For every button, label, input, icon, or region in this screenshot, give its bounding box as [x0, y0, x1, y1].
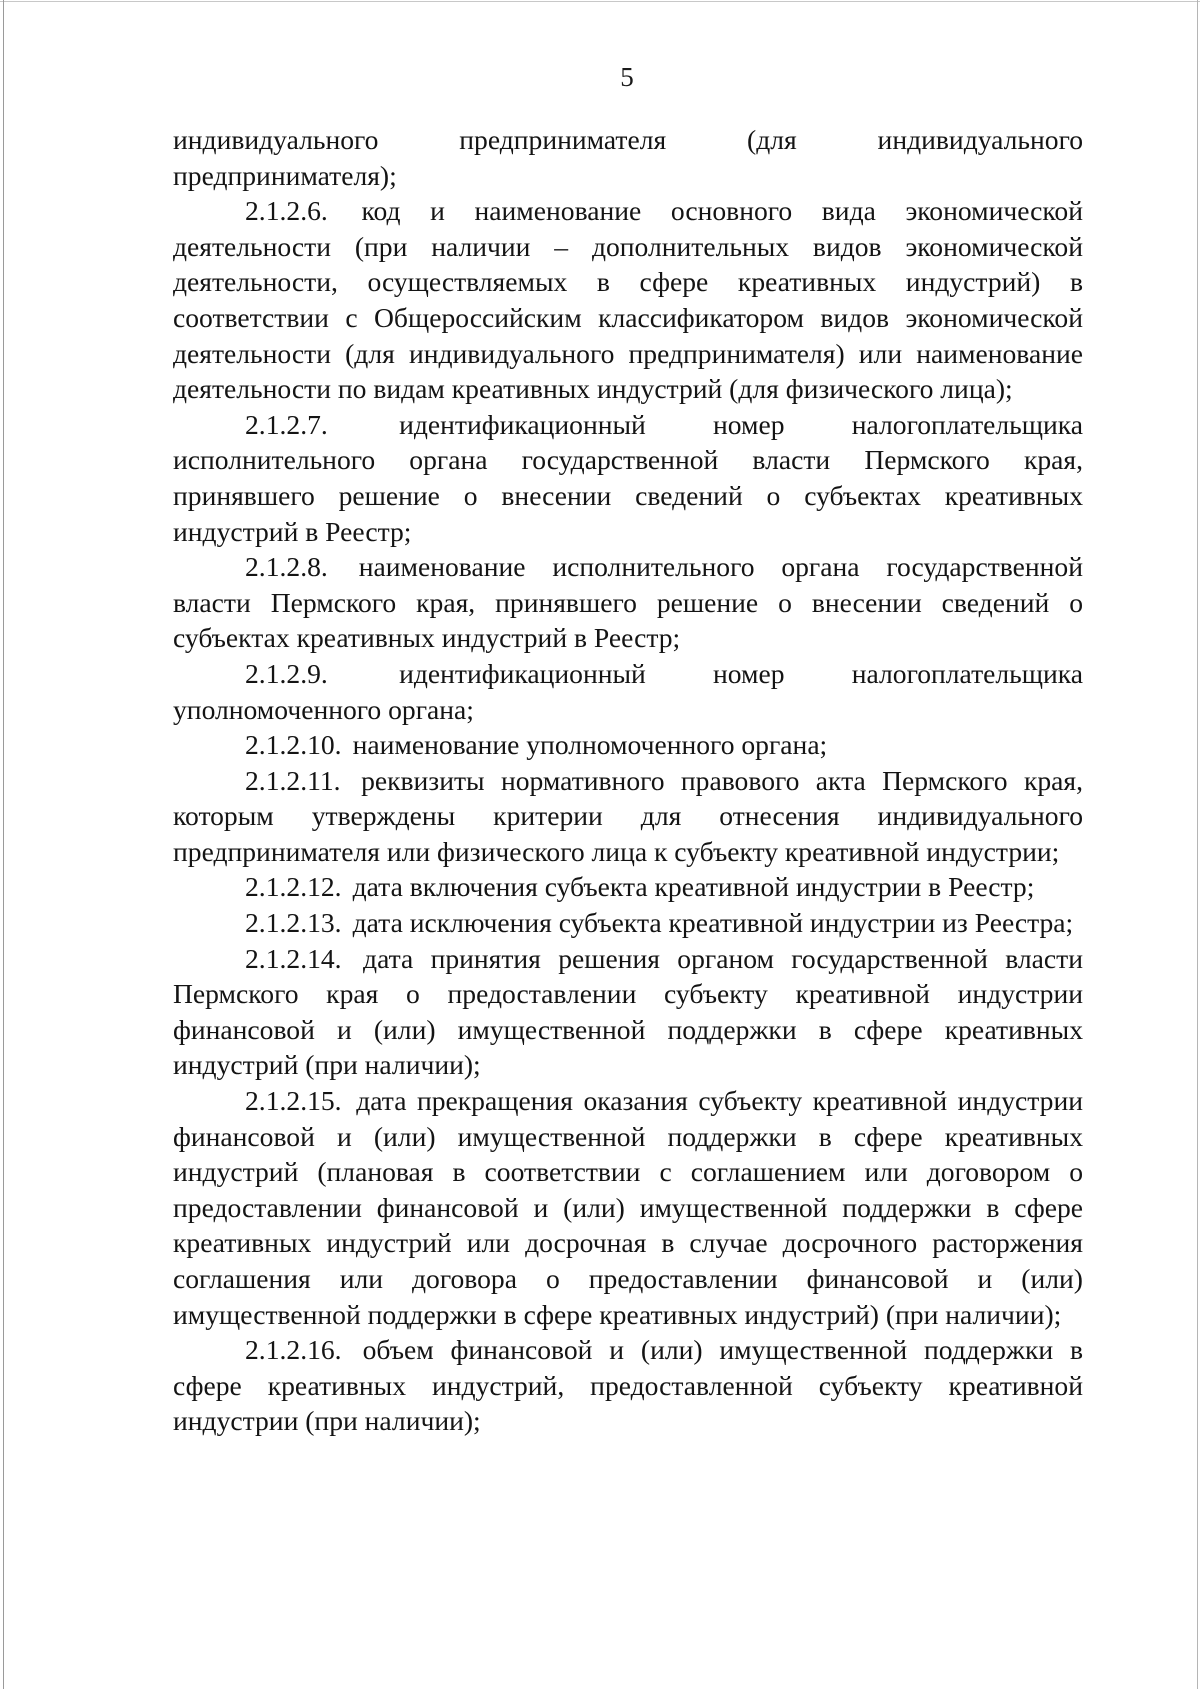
- paragraph-2-1-2-16: [173, 1332, 1083, 1439]
- paragraph-number: 2.1.2.15.: [245, 1085, 342, 1117]
- page-number: 5: [620, 62, 634, 92]
- paragraph-number: 2.1.2.8.: [245, 551, 328, 583]
- paragraph-number: 2.1.2.13.: [245, 907, 342, 939]
- scan-edge-left: [3, 0, 4, 1689]
- paragraph-2-1-2-8: [173, 549, 1083, 656]
- paragraph-2-1-2-11: [173, 763, 1083, 870]
- paragraph-number: 2.1.2.11.: [245, 764, 341, 796]
- scan-edge-top: [0, 1, 1200, 2]
- paragraph-number: 2.1.2.6.: [245, 195, 328, 227]
- paragraph-text: наименование исполнительного органа государственной власти Пермского края, принявшего решение о внесении сведений о субъектах креативных индустрий в Реестр;: [173, 551, 1083, 654]
- paragraph-text: идентификационный номер налогоплательщика исполнительного органа государственной власти Пермского края, принявшего решение о внесении сведений о субъектах креативных индустрий в Реестр;: [173, 408, 1083, 547]
- paragraph-2-1-2-14: [173, 941, 1083, 1083]
- paragraph-text: дата прекращения оказания субъекту креативной индустрии финансовой и (или) имущественной поддержки в сфере креативных индустрий (плановая в соответствии с соглашением или договором о предоставлении финансовой и (или) имущественной поддержки в сфере креативных индустрий или досрочная в случае досрочного расторжения соглашения или договора о предоставлении финансовой и (или) имущественной поддержки в сфере креативных индустрий) (при наличии);: [173, 1085, 1083, 1330]
- paragraph-text: наименование уполномоченного органа;: [352, 729, 828, 761]
- paragraph-2-1-2-9: [173, 656, 1083, 727]
- paragraph-continuation: [173, 122, 1083, 193]
- paragraph-text: дата исключения субъекта креативной индустрии из Реестра;: [352, 907, 1074, 939]
- paragraph-text: объем финансовой и (или) имущественной поддержки в сфере креативных индустрий, предоставленной субъекту креативной индустрии (при наличии);: [173, 1334, 1083, 1437]
- paragraph-text: индивидуального предпринимателя (для индивидуального предпринимателя);: [173, 124, 1083, 191]
- paragraph-2-1-2-7: [173, 407, 1083, 549]
- paragraph-text: дата принятия решения органом государственной власти Пермского края о предоставлении субъекту креативной индустрии финансовой и (или) имущественной поддержки в сфере креативных индустрий (при наличии);: [173, 942, 1083, 1081]
- paragraph-2-1-2-13: [173, 905, 1083, 941]
- paragraph-text: идентификационный номер налогоплательщика уполномоченного органа;: [173, 657, 1083, 725]
- paragraph-2-1-2-12: [173, 869, 1083, 905]
- paragraph-2-1-2-15: [173, 1083, 1083, 1332]
- paragraph-number: 2.1.2.14.: [245, 942, 342, 974]
- paragraph-text: дата включения субъекта креативной индустрии в Реестр;: [352, 871, 1035, 903]
- paragraph-2-1-2-10: [173, 727, 1083, 763]
- paragraph-text: код и наименование основного вида экономической деятельности (при наличии – дополнительных видов экономической деятельности, осуществляемых в сфере креативных индустрий) в соответствии с Общероссийским классификатором видов экономической деятельности (для индивидуального предпринимателя) или наименование деятельности по видам креативных индустрий (для физического лица);: [173, 195, 1083, 405]
- paragraph-number: 2.1.2.12.: [245, 871, 342, 903]
- paragraph-number: 2.1.2.9.: [245, 657, 328, 689]
- scan-edge-right: [1197, 0, 1198, 1689]
- paragraph-2-1-2-6: [173, 193, 1083, 407]
- paragraph-number: 2.1.2.10.: [245, 729, 342, 761]
- document-body: [173, 122, 1083, 1439]
- paragraph-number: 2.1.2.16.: [245, 1334, 342, 1366]
- paragraph-text: реквизиты нормативного правового акта Пермского края, которым утверждены критерии для отнесения индивидуального предпринимателя или физического лица к субъекту креативной индустрии;: [173, 764, 1083, 867]
- paragraph-number: 2.1.2.7.: [245, 408, 328, 440]
